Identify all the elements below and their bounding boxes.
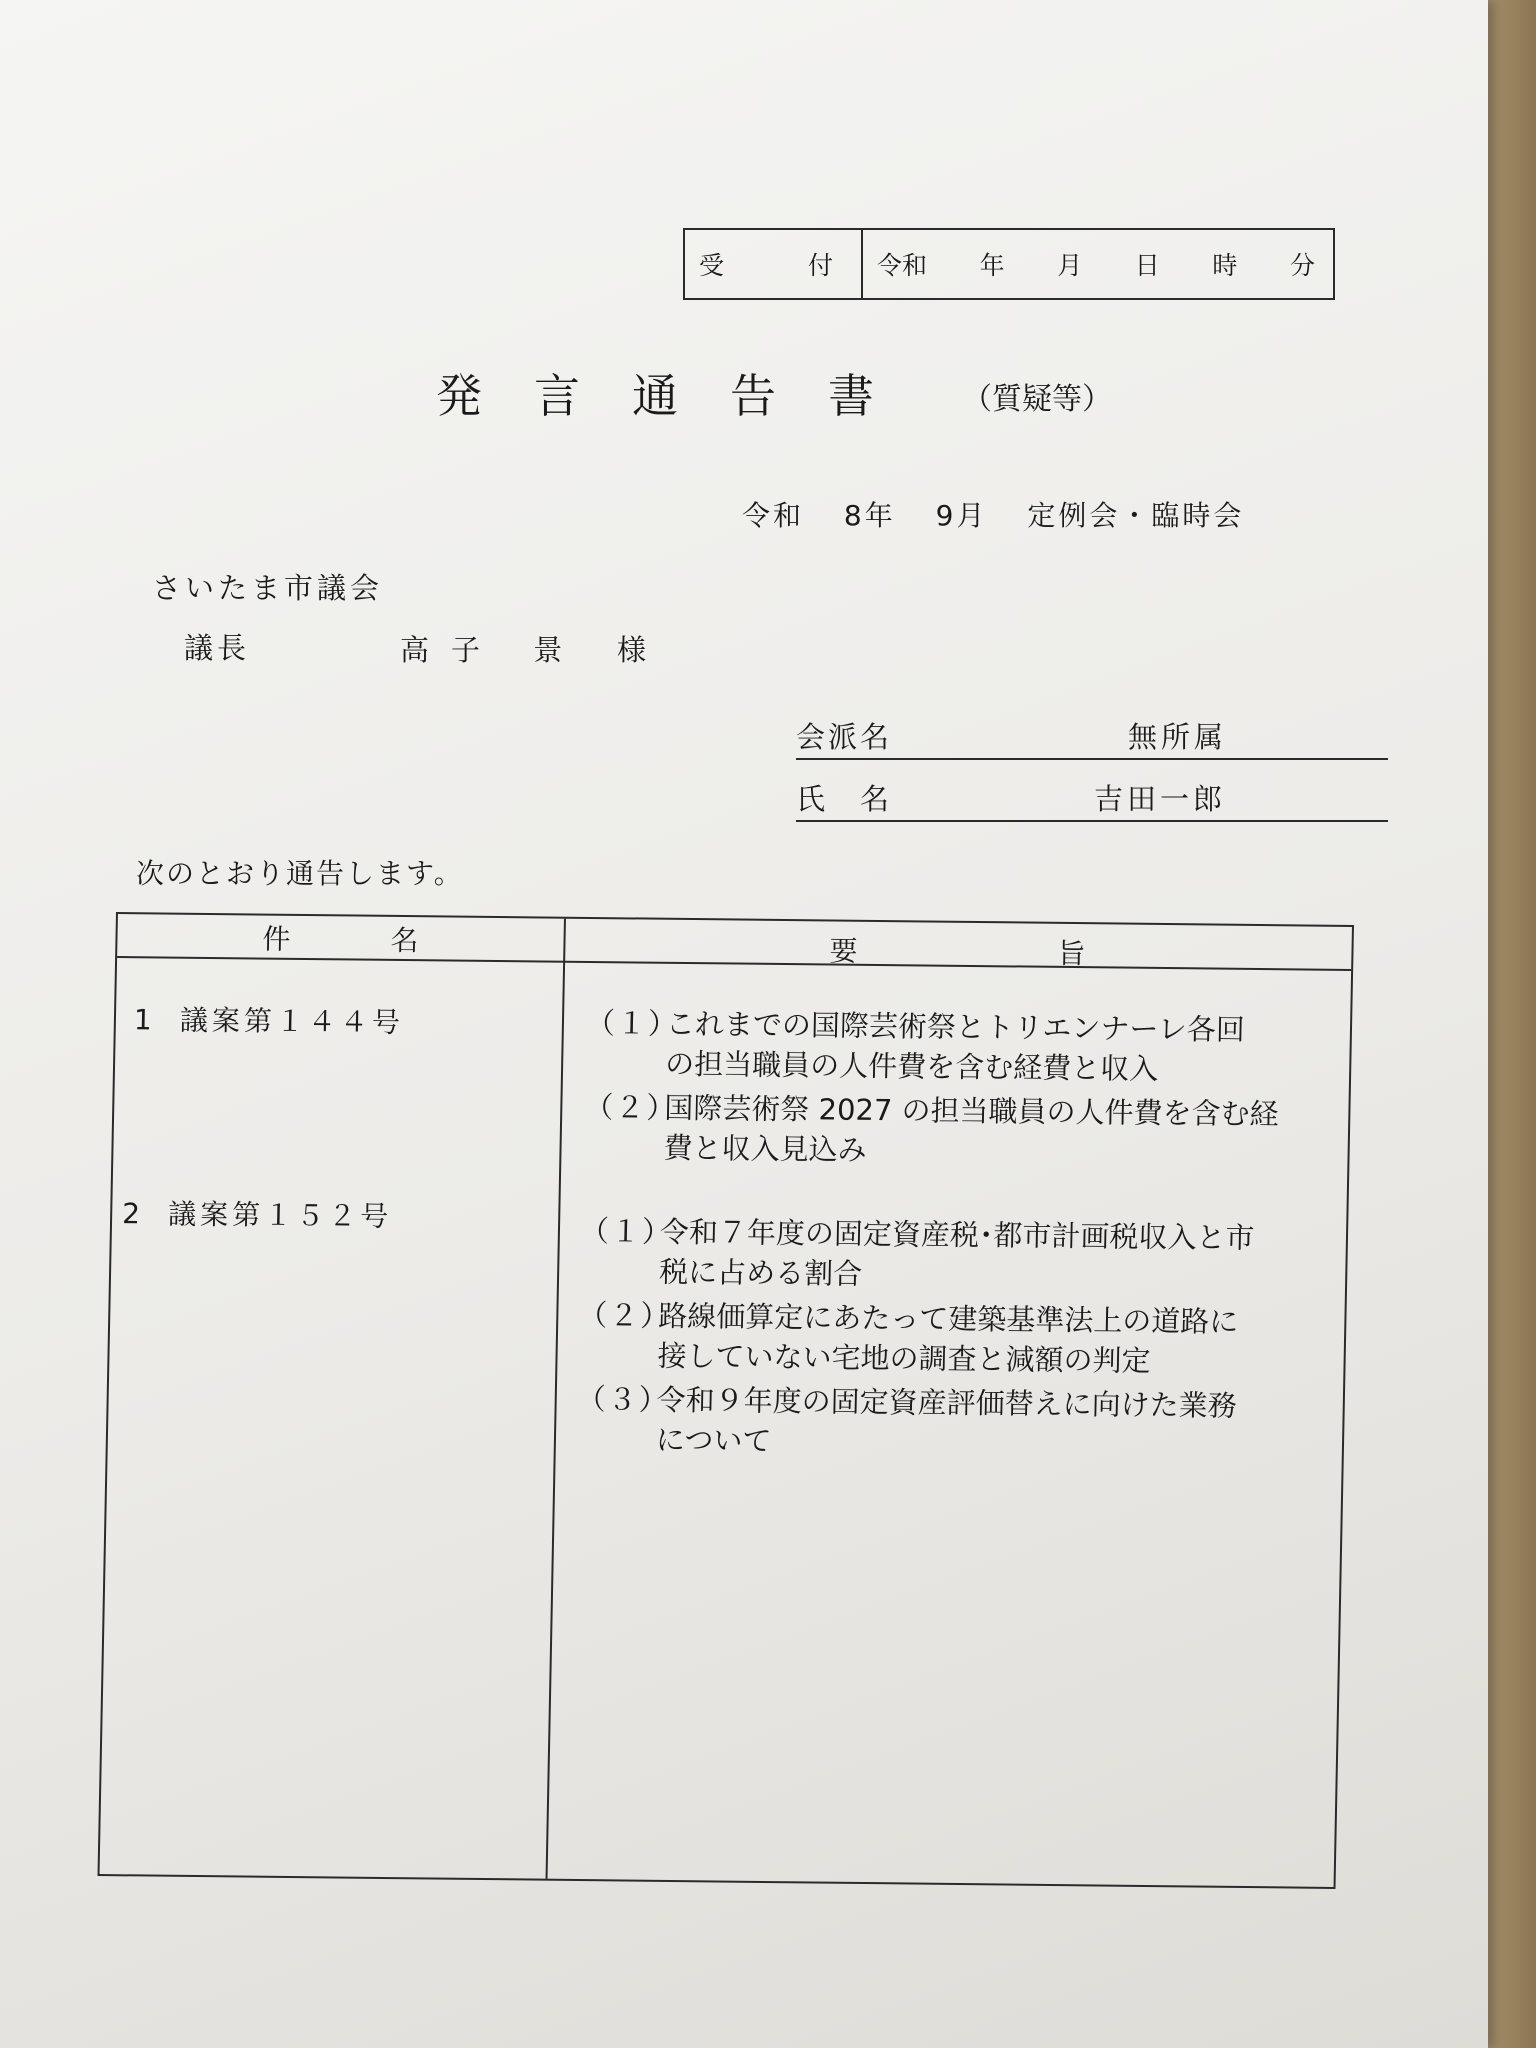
receipt-label-left: 受 [699, 251, 725, 280]
point-number: （２） [584, 1089, 678, 1125]
faction-field [796, 718, 1388, 760]
addressee-role: 議長 [184, 631, 251, 665]
receipt-hour-unit: 時 [1212, 251, 1238, 280]
table-header-subject: 件名 [262, 922, 519, 959]
notice-table [97, 912, 1354, 1889]
addressee-honorific: 様 [617, 633, 647, 667]
receipt-datetime-cell [863, 230, 1333, 298]
item-2-subject [122, 1192, 393, 1235]
receipt-era: 令和 [877, 251, 928, 280]
item-1-subject [134, 998, 405, 1041]
receipt-year-unit: 年 [979, 251, 1005, 280]
name-value: 吉田一郎 [1094, 782, 1227, 816]
table-header-summary: 要旨 [829, 934, 1286, 973]
item-2-point-1 [579, 1211, 1341, 1299]
session-era: 令和 [742, 499, 805, 532]
addressee-name: 高子 景 [400, 633, 585, 667]
document-title: 発言通告書 [436, 369, 926, 423]
name-field [796, 780, 1388, 822]
receipt-stamp-box [683, 228, 1335, 300]
item-2-point-3 [576, 1379, 1338, 1467]
point-text: 令和９年度の固定資産評価替えに向けた業務 について [655, 1382, 1238, 1458]
faction-label: 会派名 [796, 720, 893, 754]
session-line [742, 494, 1272, 534]
item-2-number: 2 [121, 1197, 145, 1231]
item-2-title: 議案第１５２号 [167, 1197, 393, 1233]
receipt-day-unit: 日 [1134, 251, 1160, 280]
item-1-number: 1 [133, 1003, 157, 1037]
addressee-assembly: さいたま市議会 [152, 571, 384, 605]
notice-sentence: 次のとおり通告します。 [136, 857, 464, 890]
point-number: （１） [579, 1213, 674, 1249]
table-column-divider [546, 919, 566, 1879]
session-year: 8年 [843, 499, 896, 532]
point-text: 路線価算定にあたって建築基準法上の道路に 接していない宅地の調査と減額の判定 [657, 1298, 1239, 1378]
receipt-label-right: 付 [807, 251, 833, 280]
session-type: 定例会・臨時会 [1027, 499, 1245, 532]
item-1-title: 議案第１４４号 [179, 1003, 405, 1040]
receipt-minute-unit: 分 [1289, 251, 1315, 280]
faction-value: 無所属 [1128, 720, 1228, 754]
session-month: 9月 [935, 499, 988, 532]
point-text: 国際芸術祭 2027 の担当職員の人件費を含む経 費と収入見込み [663, 1090, 1279, 1167]
name-label: 氏 名 [796, 782, 893, 816]
receipt-month-unit: 月 [1057, 251, 1083, 280]
desk-background [1488, 0, 1536, 2048]
item-1-point-2 [583, 1087, 1345, 1175]
item-1-point-1 [585, 1003, 1347, 1091]
point-number: （２） [578, 1297, 672, 1333]
point-number: （１） [585, 1005, 680, 1041]
point-text: これまでの国際芸術祭とトリエンナーレ各回 の担当職員の人件費を含む経費と収入 [664, 1006, 1246, 1086]
item-2-point-2 [577, 1295, 1339, 1383]
receipt-label-cell [685, 230, 863, 298]
point-number: （３） [576, 1381, 671, 1417]
point-text: 令和７年度の固定資産税･都市計画税収入と市 税に占める割合 [658, 1214, 1255, 1291]
document-subtitle: （質疑等） [962, 382, 1112, 417]
